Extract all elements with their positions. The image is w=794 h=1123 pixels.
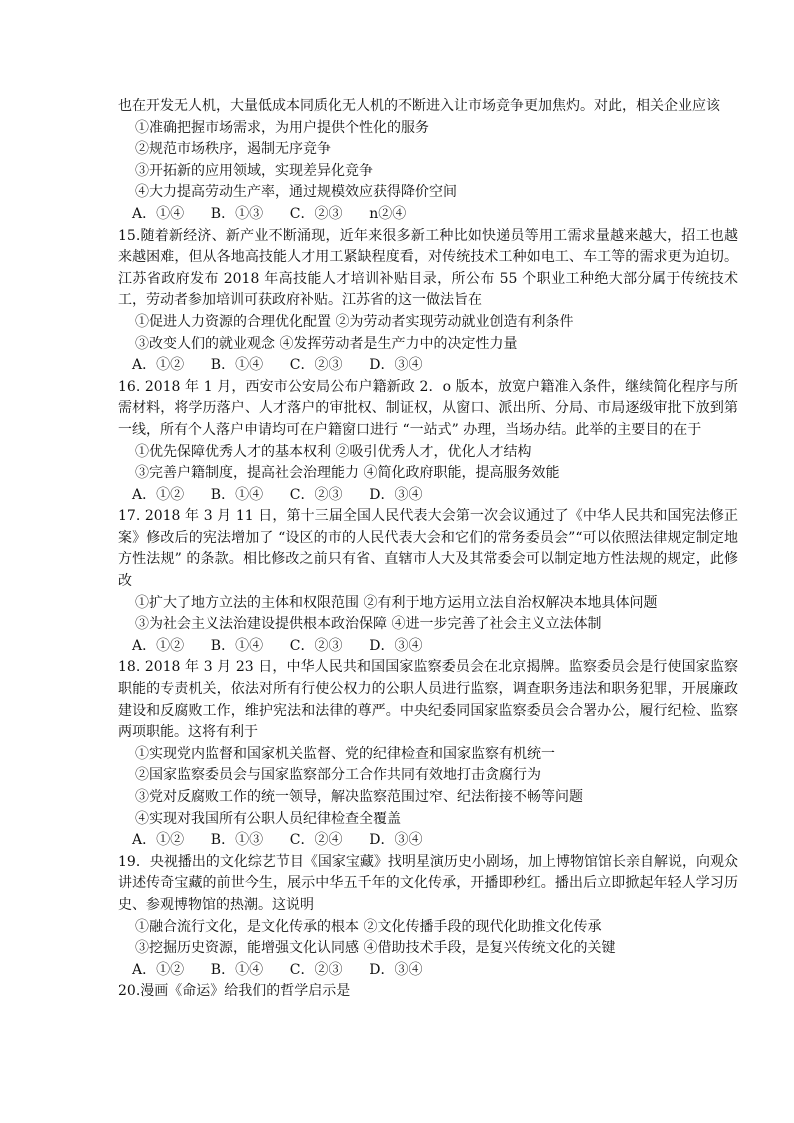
q14-answer-choices: A．①④ B．①③ C．②③ n②④ xyxy=(132,205,407,222)
q19-options-row-2: ③挖掘历史资源，能增强文化认同感 ④借助技术手段，是复兴传统文化的关键 xyxy=(135,940,616,957)
q14-option-1: ①准确把握市场需求，为用户提供个性化的服务 xyxy=(135,119,429,136)
question-15-stem: 15.随着新经济、新产业不断涌现，近年来很多新工种比如快递员等用工需求量越来越大，招工也越来越困难，但从各地高技能人才用工紧缺程度看，对传统技术工种如电工、车工等的需求更为迫切。江苏省政府发布 2018 年高技能人才培训补贴目录，所公布 55 个职业工种绝大部分属于传统技术工，劳动者参加培训可获政府补贴。江苏省的这一做法旨在 xyxy=(118,227,738,309)
question-20-stem: 20.漫画《命运》给我们的哲学启示是 xyxy=(118,983,351,1000)
question-18-stem: 18. 2018 年 3 月 23 日，中华人民共和国国家监察委员会在北京揭牌。监察委员会是行使国家监察职能的专责机关，依法对所有行使公权力的公职人员进行监察，调查职务违法和职务犯罪，开展廉政建设和反腐败工作，维护宪法和法律的尊严。中央纪委同国家监察委员会合署办公，履行纪检、监察两项职能。这将有利于 xyxy=(118,659,738,741)
question-17-stem: 17. 2018 年 3 月 11 日，第十三届全国人民代表大会第一次会议通过了《中华人民共和国宪法修正案》修改后的宪法增加了 “设区的市的人民代表大会和它们的常务委员会”“可以依照法律规定制定地方性法规” 的条款。相比修改之前只有省、直辖市人大及其常委会可以制定地方性法规的规定，此修改 xyxy=(118,508,738,590)
q19-answer-choices: A．①② B．①④ C．②③ D．③④ xyxy=(132,961,423,978)
q15-options-row-1: ①促进人力资源的合理优化配置 ②为劳动者实现劳动就业创造有利条件 xyxy=(135,313,574,330)
q14-option-4: ④大力提高劳动生产率，通过规模效应获得降价空间 xyxy=(135,184,457,201)
q19-options-row-1: ①融合流行文化，是文化传承的根本 ②文化传播手段的现代化助推文化传承 xyxy=(135,918,602,935)
q14-option-3: ③开拓新的应用领域，实现差异化竞争 xyxy=(135,162,373,179)
q18-option-1: ①实现党内监督和国家机关监督、党的纪律检查和国家监察有机统一 xyxy=(135,745,555,762)
question-14-stem-continued: 也在开发无人机，大量低成本同质化无人机的不断进入让市场竞争更加焦灼。对此，相关企业应该 xyxy=(118,98,720,114)
q15-answer-choices: A．①② B．①④ C．②③ D．③④ xyxy=(132,357,423,374)
q17-options-row-2: ③为社会主义法治建设提供根本政治保障 ④进一步完善了社会主义立法体制 xyxy=(135,616,602,633)
q15-options-row-2: ③改变人们的就业观念 ④发挥劳动者是生产力中的决定性力量 xyxy=(135,335,518,352)
q17-answer-choices: A．①② B．①④ C．②③ D．③④ xyxy=(132,637,423,654)
exam-page-content xyxy=(118,96,738,1003)
q17-options-row-1: ①扩大了地方立法的主体和权限范围 ②有利于地方运用立法自治权解决本地具体问题 xyxy=(135,594,658,611)
q16-options-row-2: ③完善户籍制度，提高社会治理能力 ④简化政府职能，提高服务效能 xyxy=(135,465,560,482)
q18-option-2: ②国家监察委员会与国家监察部分工合作共同有效地打击贪腐行为 xyxy=(135,767,541,784)
q16-options-row-1: ①优先保障优秀人才的基本权利 ②吸引优秀人才，优化人才结构 xyxy=(135,443,532,460)
q18-option-3: ③党对反腐败工作的统一领导，解决监察范围过窄、纪法衔接不畅等问题 xyxy=(135,789,583,805)
question-19-stem: 19．央视播出的文化综艺节目《国家宝藏》找明星演历史小剧场，加上博物馆馆长亲自解说，向观众讲述传奇宝藏的前世今生，展示中华五千年的文化传承，开播即秒红。播出后立即掀起年轻人学习历史、参观博物馆的热潮。这说明 xyxy=(118,853,738,913)
q16-answer-choices: A．①② B．①④ C．②③ D．③④ xyxy=(132,486,423,503)
q14-option-2: ②规范市场秩序，遏制无序竞争 xyxy=(135,141,331,158)
q18-option-4: ④实现对我国所有公职人员纪律检查全覆盖 xyxy=(135,810,401,827)
question-16-stem: 16. 2018 年 1 月，西安市公安局公布户籍新政 2．o 版本，放宽户籍准入条件，继续简化程序与所需材料，将学历落户、人才落户的审批权、制证权，从窗口、派出所、分局、市局逐级审批下放到第一线，所有个人落户申请均可在户籍窗口进行 “一站式” 办理，当场办结。此举的主要目的在于 xyxy=(118,378,738,438)
q18-answer-choices: A．①② B．①③ C．②④ D．③④ xyxy=(132,832,423,849)
